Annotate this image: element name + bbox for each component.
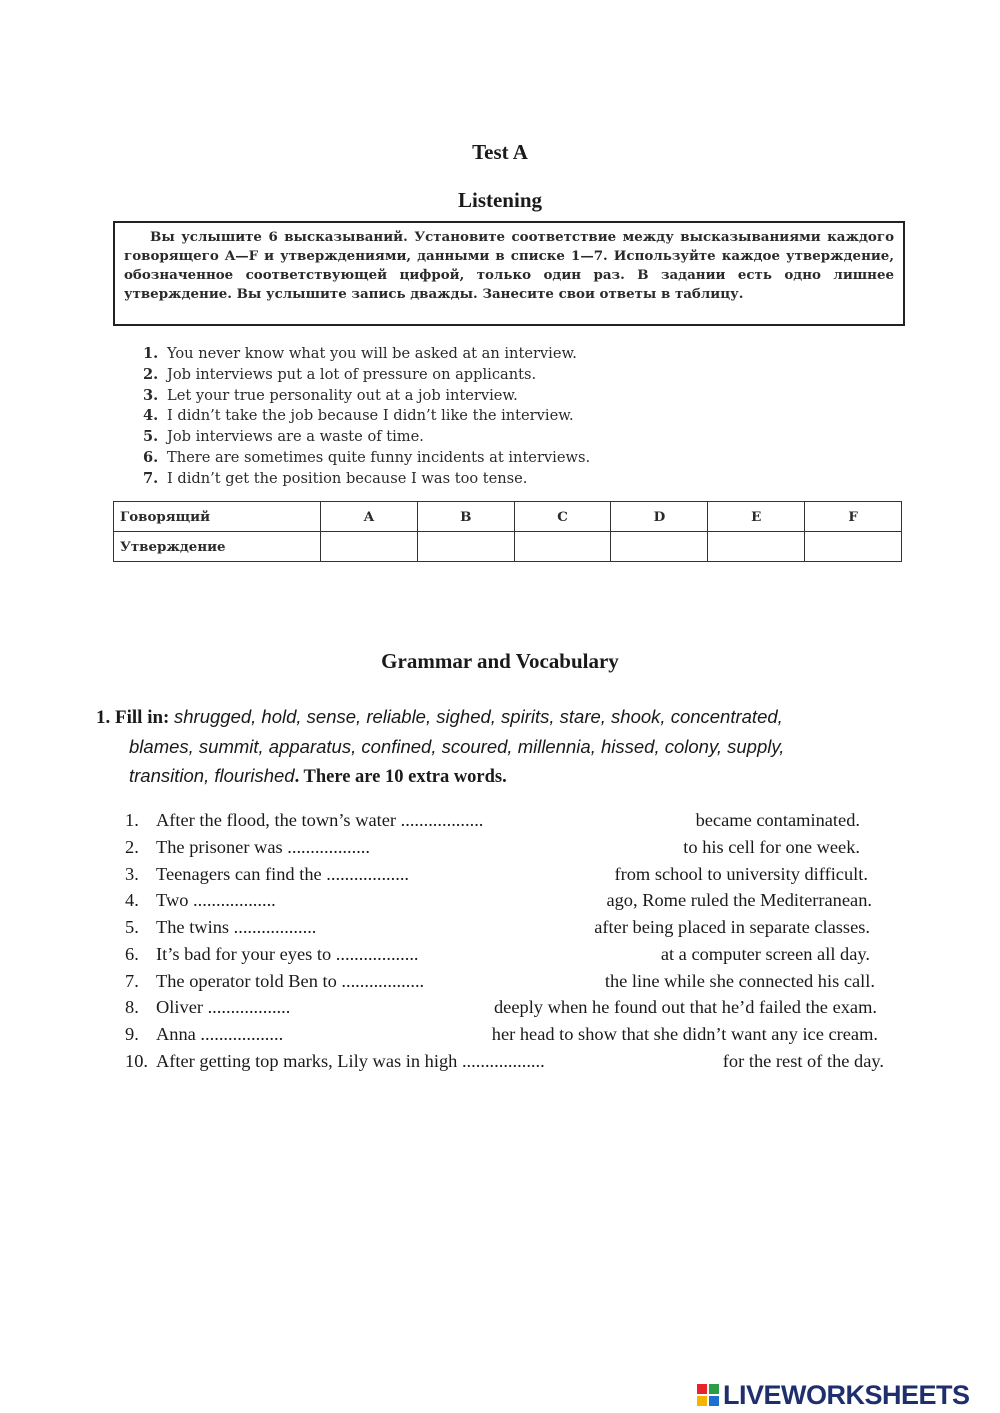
speaker-d: D: [611, 502, 708, 532]
logo-square-green: [709, 1384, 719, 1394]
statement-number: 3.: [143, 386, 159, 404]
sentence-item: [125, 968, 890, 994]
test-title: Test A: [472, 140, 528, 164]
listening-instructions: Вы услышите 6 высказываний. Установите соответствие между высказываниями каждого говорящего A—F и утверждениями, данными в списке 1—7. Используйте каждое утверждение, обозначенное соответствующей цифрой, только один раз. В задании есть одно лишнее утверждение. Вы услышите запись дважды. Занесите свои ответы в таблицу.: [113, 221, 905, 326]
sentence-start[interactable]: The prisoner was ..................: [156, 837, 371, 857]
logo-square-blue: [709, 1396, 719, 1406]
answer-cell-e[interactable]: [708, 532, 805, 562]
statement-number: 2.: [143, 365, 159, 383]
sentence-item: [125, 861, 890, 887]
sentence-start[interactable]: Anna ..................: [156, 1024, 284, 1044]
sentence-item: [125, 887, 890, 913]
task-label: 1. Fill in:: [96, 707, 170, 728]
sentence-number: 8.: [125, 997, 139, 1017]
sentence-item: [125, 834, 890, 860]
speaker-a: A: [321, 502, 418, 532]
logo-square-red: [697, 1384, 707, 1394]
sentence-end: to his cell for one week.: [683, 837, 860, 857]
answer-row: [114, 532, 902, 562]
logo-text: LIVEWORKSHEETS: [723, 1379, 970, 1410]
statement-item: [143, 469, 763, 490]
sentence-number: 1.: [125, 810, 139, 830]
statement-number: 5.: [143, 428, 159, 446]
sentence-start[interactable]: The twins ..................: [156, 917, 317, 937]
statement-text: Job interviews are a waste of time.: [167, 428, 424, 446]
listening-title: Listening: [457, 188, 543, 212]
statements-list: [143, 344, 763, 490]
speaker-c: C: [514, 502, 611, 532]
sentence-end: deeply when he found out that he’d failed the exam.: [493, 997, 877, 1017]
task-line-1: [96, 703, 886, 733]
statement-number: 1.: [143, 345, 159, 362]
sentence-end: from school to university difficult.: [614, 864, 868, 884]
sentence-start[interactable]: Teenagers can find the ..................: [156, 864, 410, 884]
sentence-number: 6.: [125, 944, 139, 964]
sentence-end: her head to show that she didn’t want any ice cream.: [491, 1024, 878, 1044]
word-bank-line-3: transition, flourished: [129, 765, 295, 786]
answer-table: [113, 501, 902, 562]
answer-cell-f[interactable]: [805, 532, 902, 562]
sentence-end: for the rest of the day.: [722, 1051, 884, 1071]
answer-cell-c[interactable]: [514, 532, 611, 562]
sentence-start[interactable]: After the flood, the town’s water ..................: [156, 810, 484, 830]
answer-row-label: Утверждение: [114, 532, 321, 562]
statement-item: [143, 386, 763, 407]
speaker-e: E: [708, 502, 805, 532]
statement-text: You never know what you will be asked at an interview.: [167, 345, 577, 362]
sentence-end: ago, Rome ruled the Mediterranean.: [606, 890, 872, 910]
liveworksheets-logo[interactable]: [697, 1380, 970, 1410]
statement-number: 4.: [143, 407, 159, 425]
sentence-number: 5.: [125, 917, 139, 937]
statement-text: I didn’t take the job because I didn’t like the interview.: [167, 407, 574, 425]
sentence-start[interactable]: Two ..................: [156, 890, 276, 910]
sentence-end: the line while she connected his call.: [604, 971, 875, 991]
sentence-item: [125, 1048, 890, 1074]
sentence-item: [125, 807, 890, 833]
word-bank-line-1: shrugged, hold, sense, reliable, sighed, spirits, stare, shook, concentrated,: [174, 706, 783, 727]
speaker-row-label: Говорящий: [114, 502, 321, 532]
sentence-end: after being placed in separate classes.: [594, 917, 870, 937]
sentence-number: 2.: [125, 837, 139, 857]
statement-text: Job interviews put a lot of pressure on applicants.: [167, 365, 537, 383]
statement-number: 7.: [143, 469, 159, 487]
sentence-start[interactable]: After getting top marks, Lily was in high ..................: [156, 1051, 545, 1071]
answer-cell-d[interactable]: [611, 532, 708, 562]
statement-item: [143, 448, 763, 469]
grammar-title: Grammar and Vocabulary: [381, 649, 619, 673]
statement-item: [143, 427, 763, 448]
logo-mark-icon: [697, 1384, 719, 1406]
sentence-start[interactable]: It’s bad for your eyes to ..................: [156, 944, 419, 964]
word-bank-line-2: blames, summit, apparatus, confined, scoured, millennia, hissed, colony, supply,: [129, 735, 785, 757]
statement-item: [143, 406, 763, 427]
fill-in-task: [96, 703, 886, 792]
sentence-end: became contaminated.: [695, 810, 860, 830]
sentence-item: [125, 941, 890, 967]
speaker-b: B: [417, 502, 514, 532]
sentence-start[interactable]: Oliver ..................: [156, 997, 291, 1017]
sentence-start[interactable]: The operator told Ben to ..................: [156, 971, 425, 991]
sentence-number: 9.: [125, 1024, 139, 1044]
sentence-number: 7.: [125, 971, 139, 991]
statement-text: I didn’t get the position because I was too tense.: [167, 469, 528, 487]
statement-text: Let your true personality out at a job interview.: [167, 386, 518, 404]
answer-cell-b[interactable]: [417, 532, 514, 562]
sentence-item: [125, 1021, 890, 1047]
statement-text: There are sometimes quite funny incidents at interviews.: [167, 448, 591, 466]
extra-words-note: . There are 10 extra words.: [294, 767, 507, 787]
sentence-number: 3.: [125, 864, 139, 884]
statement-number: 6.: [143, 448, 159, 466]
sentence-number: 10.: [125, 1051, 148, 1071]
speaker-row: [114, 502, 902, 532]
sentence-number: 4.: [125, 890, 139, 910]
sentence-end: at a computer screen all day.: [660, 944, 870, 964]
task-line-2: [96, 733, 886, 763]
answer-cell-a[interactable]: [321, 532, 418, 562]
speaker-f: F: [805, 502, 902, 532]
logo-square-yellow: [697, 1396, 707, 1406]
statement-item: [143, 365, 763, 386]
sentence-item: [125, 914, 890, 940]
sentence-item: [125, 994, 890, 1020]
statement-item: [143, 344, 763, 365]
task-line-3: [96, 762, 886, 792]
